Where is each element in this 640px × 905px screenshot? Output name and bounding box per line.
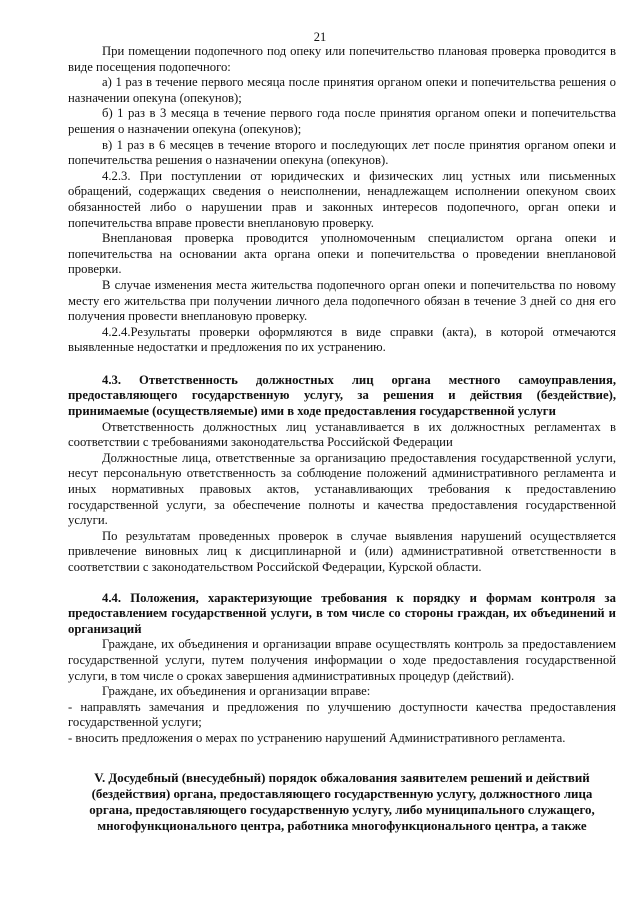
paragraph: Граждане, их объединения и организации вправе: xyxy=(102,684,371,699)
section-heading-4-4: 4.4. Положения, характеризующие требования к порядку и формам контроля за предоставлением государственной услуги, в том числе со стороны граждан, их объединений и организаций xyxy=(68,590,616,636)
paragraph: Внеплановая проверка проводится уполномоченным специалистом органа опеки и попечительства на основании акта органа опеки и попечительства о проведении внеплановой проверки. xyxy=(68,231,616,277)
list-item: а) 1 раз в течение первого месяца после принятия органом опеки и попечительства решения о назначении опекуна (опекунов); xyxy=(68,75,616,105)
page-body xyxy=(68,44,616,834)
paragraph: Должностные лица, ответственные за организацию предоставления государственной услуги, несут персональную ответственность за соблюдение положений административного регламента и иных нормативных правовых актов, устанавливающих требования к предоставлению государственной услуги, за обеспечение полноты и качества предоставления государственной услуги. xyxy=(68,450,616,528)
chapter-heading-v: V. Досудебный (внесудебный) порядок обжалования заявителем решений и действий (бездействия) органа, предоставляющего государственную услугу, должностного лица органа, предоставляющего государственную услугу, либо муниципального служащего, многофункционального центра, работника многофункционального центра, а также xyxy=(89,770,595,833)
paragraph: Ответственность должностных лиц устанавливается в их должностных регламентах в соответствии с требованиями законодательства Российской Федерации xyxy=(68,419,616,450)
list-item: - направлять замечания и предложения по улучшению доступности качества предоставления государственной услуги; xyxy=(68,699,616,730)
paragraph: В случае изменения места жительства подопечного орган опеки и попечительства по новому месту его жительства при получении личного дела подопечного обязан в течение 3 дней со дня его получения провести внеплановую проверку. xyxy=(68,277,616,324)
paragraph: 4.2.4.Результаты проверки оформляются в виде справки (акта), в которой отмечаются выявленные недостатки и предложения по их устранению. xyxy=(68,324,616,355)
list-item: в) 1 раз в 6 месяцев в течение второго и последующих лет после принятия органом опеки и попечительства решения о назначении опекуна (опекунов). xyxy=(68,137,616,168)
section-heading-4-3: 4.3. Ответственность должностных лиц органа местного самоуправления, предоставляющего государственную услугу, за решения и действия (бездействие), принимаемые (осуществляемые) ими в ходе предоставления государственной услуги xyxy=(68,372,616,419)
list-item: б) 1 раз в 3 месяца в течение первого года после принятия органом опеки и попечительства решения о назначении опекуна (опекунов); xyxy=(68,106,616,136)
page-number: 21 xyxy=(313,30,327,44)
paragraph: По результатам проведенных проверок в случае выявления нарушений осуществляется привлечение виновных лиц к дисциплинарной и (или) административной ответственности в соответствии с законодательством Российской Федерации, Курской области. xyxy=(68,528,616,574)
paragraph: При помещении подопечного под опеку или попечительство плановая проверка проводится в виде посещения подопечного: xyxy=(68,44,616,74)
paragraph: Граждане, их объединения и организации вправе осуществлять контроль за предоставлением государственной услуги, путем получения информации о ходе предоставления государственной услуги, в том числе о сроках завершения административных процедур (действий). xyxy=(68,637,616,683)
list-item: - вносить предложения о мерах по устранению нарушений Административного регламента. xyxy=(68,730,566,745)
paragraph: 4.2.3. При поступлении от юридических и физических лиц устных или письменных обращений, содержащих сведения о неисполнении, ненадлежащем исполнении опекуном своих обязанностей либо о нарушении прав и законных интересов подопечного, орган опеки и попечительства вправе провести внеплановую проверку. xyxy=(68,168,616,230)
